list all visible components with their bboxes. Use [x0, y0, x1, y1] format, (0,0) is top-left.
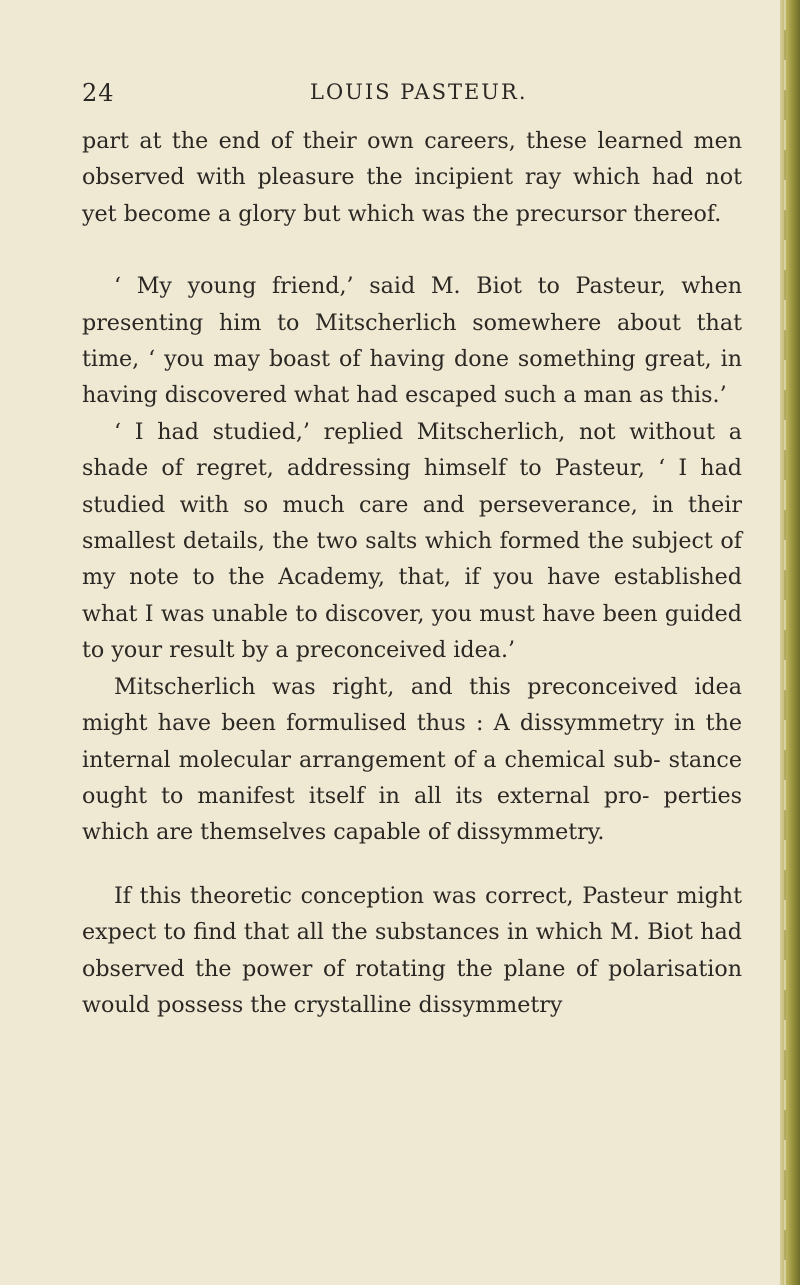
paragraph-5: If this theoretic conception was correct, Pasteur might expect to find that all the substances in which M. Biot had observed the power of rotating the plane of polarisation would possess the crystalline dissymmetry [82, 882, 742, 1018]
page-edge [780, 0, 800, 1285]
running-head-title: LOUIS PASTEUR. [310, 80, 528, 104]
body-text [82, 123, 742, 1023]
running-header [82, 79, 742, 109]
paragraph-3: ‘ I had studied,’ replied Mitscherlich, not without a shade of regret, addressing himself to Pasteur, ‘ I had studied with so much care and perseverance, in their smallest details, the two salts which formed the subject of my note to the Academy, that, if you have established what I was unable to discover, you must have been guided to your result by a preconceived idea.’ [82, 418, 742, 664]
paragraph-2: ‘ My young friend,’ said M. Biot to Pasteur, when presenting him to Mitscherlich somewhere about that time, ‘ you may boast of having done something great, in having discovered what had escaped such a man as this.’ [82, 273, 742, 409]
page-number: 24 [82, 79, 115, 107]
paragraph-4: Mitscherlich was right, and this preconceived idea might have been formulised thus : A dissymmetry in the internal molecular arrangement of a chemical sub- stance ought to manifest itself in all its external pro- perties which are themselves capable of dissymmetry. [82, 673, 742, 846]
paragraph-1: part at the end of their own careers, these learned men observed with pleasure the incipient ray which had not yet become a glory but which was the precursor thereof. [82, 128, 742, 227]
